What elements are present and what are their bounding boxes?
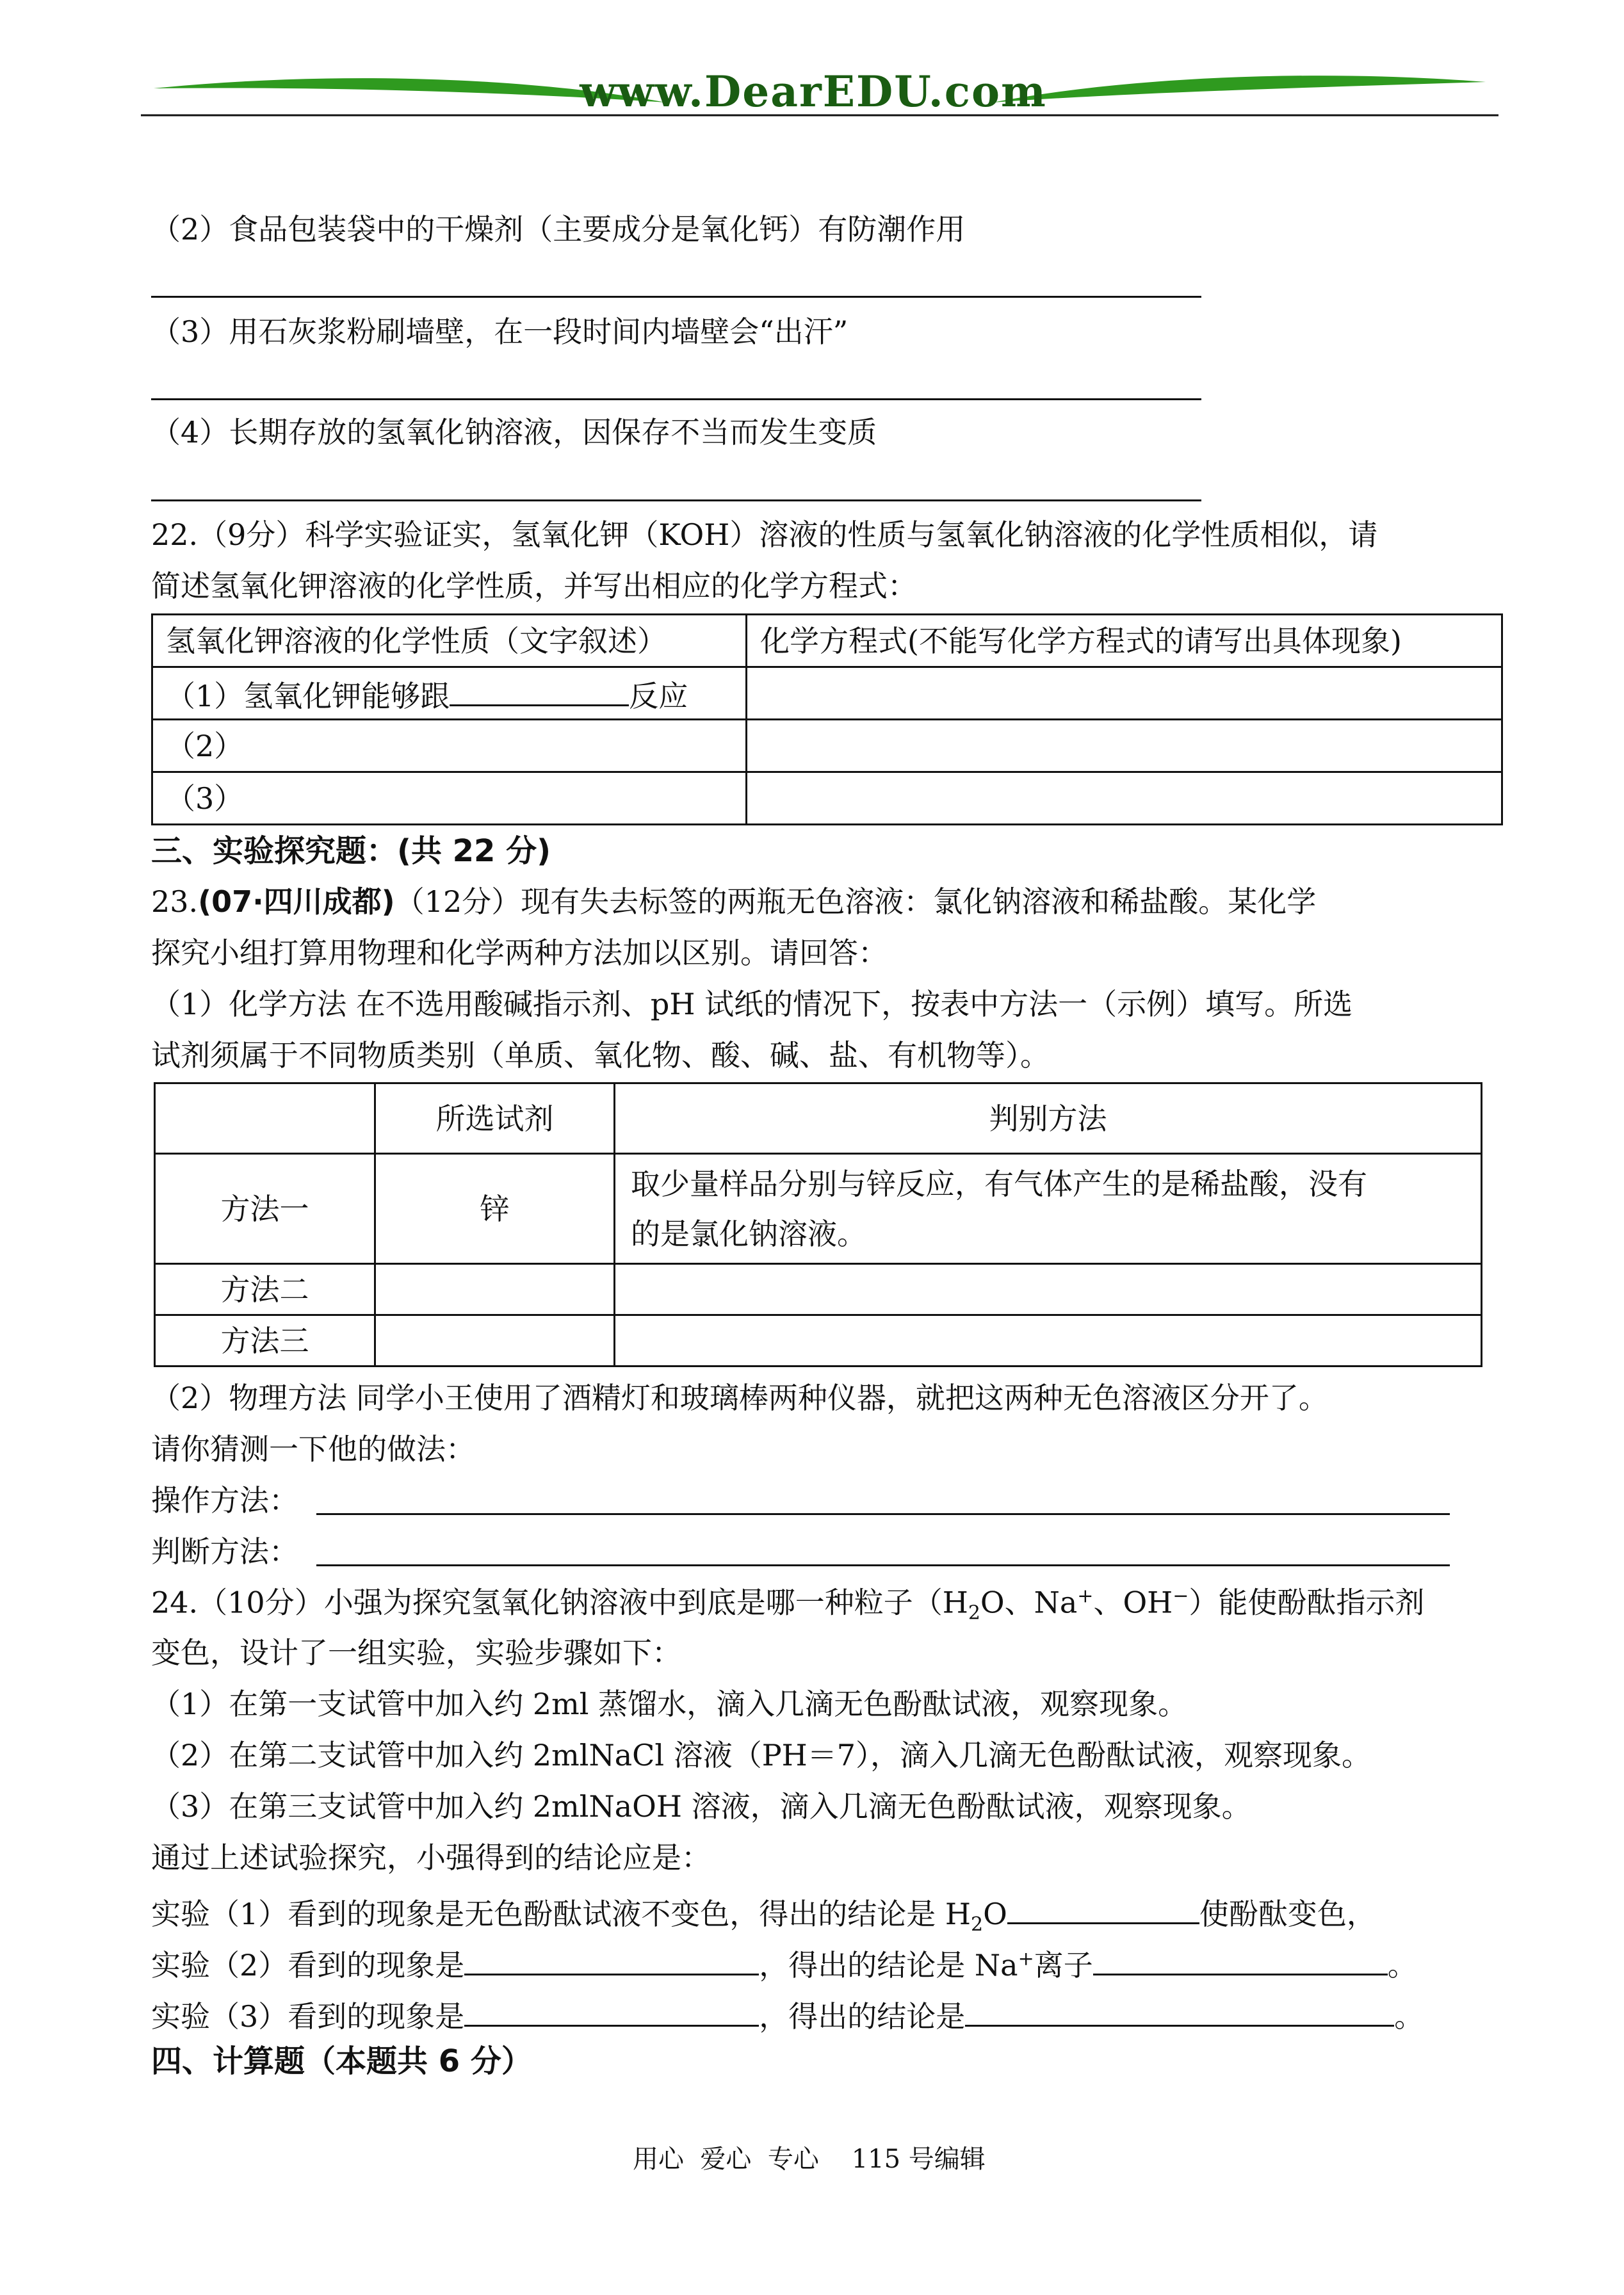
q24-conclusion-intro: 通过上述试验探究，小强得到的结论应是： (151, 1840, 711, 1875)
q24-exp2 (151, 1945, 1417, 1983)
q24-exp2-text: 离子 (1034, 1948, 1093, 1983)
q24-exp3-text: ，得出的结论是 (759, 1999, 966, 2034)
blank-line (464, 1997, 759, 2027)
q24-exp1-text: O (983, 1897, 1007, 1931)
subscript: 2 (968, 1602, 980, 1625)
q23-line1-rest: （12分）现有失去标签的两瓶无色溶液：氯化钠溶液和稀盐酸。某化学 (394, 884, 1317, 919)
q24-line1 (151, 1587, 1424, 1623)
q23-header-method: 判别方法 (615, 1083, 1482, 1154)
answer-line (151, 398, 1201, 400)
q22-row1-property (152, 667, 747, 720)
q24-exp3 (151, 1997, 1424, 2034)
q22-row2-equation (747, 720, 1502, 772)
q23-line3: （1）化学方法 在不选用酸碱指示剂、pH 试纸的情况下，按表中方法一（示例）填写。所选 (151, 987, 1353, 1021)
page-footer: 用心 爱心 专心 115 号编辑 (633, 2145, 986, 2174)
q23-method1-reagent: 锌 (375, 1154, 615, 1264)
answer-line (151, 296, 1201, 298)
section4-title: 四、计算题（本题共 6 分） (151, 2043, 532, 2079)
blank-line (464, 1945, 759, 1975)
section3-title: 三、实验探究题：(共 22 分) (151, 833, 551, 869)
q24-exp2-text: 。 (1387, 1948, 1417, 1983)
q23-line1 (151, 884, 1317, 919)
blank-line (965, 1997, 1394, 2027)
q23-operation-label: 操作方法： (151, 1483, 298, 1518)
q24-exp1-text: 使酚酞变色， (1199, 1897, 1376, 1931)
q22-text-line1: 22.（9分）科学实验证实，氢氧化钾（KOH）溶液的性质与氢氧化钠溶液的化学性质相似，请 (151, 517, 1378, 552)
q23-method3-label: 方法三 (155, 1315, 375, 1366)
blank-line (450, 676, 629, 706)
q23-part2-line1: （2）物理方法 同学小王使用了酒精灯和玻璃棒两种仪器，就把这两种无色溶液区分开了。 (151, 1381, 1328, 1415)
q23-line2: 探究小组打算用物理和化学两种方法加以区别。请回答： (151, 936, 888, 970)
q24-step2: （2）在第二支试管中加入约 2mlNaCl 溶液（PH＝7），滴入几滴无色酚酞试液，观察现象。 (151, 1738, 1372, 1772)
q23-method3-desc (615, 1315, 1482, 1366)
q23-method2-reagent (375, 1264, 615, 1315)
q24-exp1 (151, 1894, 1376, 1934)
q21-part3: （3）用石灰浆粉刷墙壁，在一段时间内墙壁会“出汗” (151, 314, 849, 349)
q24-step3: （3）在第三支试管中加入约 2mlNaOH 溶液，滴入几滴无色酚酞试液，观察现象。 (151, 1789, 1251, 1824)
q23-part2-line2: 请你猜测一下他的做法： (151, 1432, 475, 1466)
q22-row2-property: （2） (152, 720, 747, 772)
subscript: 2 (971, 1913, 984, 1936)
q22-row1-prefix: （1）氢氧化钾能够跟 (166, 678, 450, 713)
q24-line1-text: 24.（10分）小强为探究氢氧化钠溶液中到底是哪一种粒子（H (151, 1585, 968, 1620)
header-banner (141, 64, 1498, 128)
blank-line (1093, 1945, 1388, 1975)
q23-number: 23. (151, 884, 199, 919)
q24-line1-text: O、Na (980, 1585, 1078, 1620)
q23-method1-desc-line1: 取少量样品分别与锌反应，有气体产生的是稀盐酸，没有 (631, 1166, 1367, 1201)
q24-exp1-text: 实验（1）看到的现象是无色酚酞试液不变色，得出的结论是 H (151, 1897, 971, 1931)
q23-method1-desc-line2: 的是氯化钠溶液。 (631, 1216, 866, 1251)
q23-source: (07·四川成都) (198, 884, 395, 919)
answer-line (316, 1564, 1450, 1566)
answer-line (151, 499, 1201, 501)
q22-row1-suffix: 反应 (629, 678, 688, 713)
q22-row3-equation (747, 772, 1502, 825)
q24-exp2-text: ，得出的结论是 Na (759, 1948, 1018, 1983)
q24-line2: 变色，设计了一组实验，实验步骤如下： (151, 1635, 681, 1670)
blank-line (1007, 1894, 1199, 1924)
q23-table (154, 1082, 1482, 1367)
q23-method3-reagent (375, 1315, 615, 1366)
q21-part4: （4）长期存放的氢氧化钠溶液，因保存不当而发生变质 (151, 415, 877, 450)
answer-line (316, 1513, 1450, 1515)
q24-exp2-text: 实验（2）看到的现象是 (151, 1948, 465, 1983)
q24-exp3-text: 。 (1394, 1999, 1424, 2034)
q24-exp3-text: 实验（3）看到的现象是 (151, 1999, 465, 2034)
q22-text-line2: 简述氢氧化钾溶液的化学性质，并写出相应的化学方程式： (151, 569, 917, 603)
q22-table (151, 613, 1503, 825)
q23-method2-desc (615, 1264, 1482, 1315)
q23-method1-label: 方法一 (155, 1154, 375, 1264)
q23-method1-desc (615, 1154, 1482, 1264)
q22-header-property: 氢氧化钾溶液的化学性质（文字叙述） (152, 615, 747, 667)
superscript: − (1173, 1585, 1189, 1607)
q24-line1-text: ）能使酚酞指示剂 (1189, 1585, 1425, 1620)
superscript: + (1018, 1947, 1034, 1970)
q22-row3-property: （3） (152, 772, 747, 825)
q24-step1: （1）在第一支试管中加入约 2ml 蒸馏水，滴入几滴无色酚酞试液，观察现象。 (151, 1687, 1188, 1721)
q23-judge-label: 判断方法： (151, 1534, 298, 1569)
q23-header-empty (155, 1083, 375, 1154)
q23-method2-label: 方法二 (155, 1264, 375, 1315)
q22-row1-equation (747, 667, 1502, 720)
superscript: + (1077, 1585, 1094, 1607)
q22-header-equation: 化学方程式(不能写化学方程式的请写出具体现象) (747, 615, 1502, 667)
q24-line1-text: 、OH (1093, 1585, 1173, 1620)
q23-line4: 试剂须属于不同物质类别（单质、氧化物、酸、碱、盐、有机物等）。 (151, 1038, 1050, 1073)
site-brand: www.DearEDU.com (580, 67, 1047, 117)
q21-part2: （2）食品包装袋中的干燥剂（主要成分是氧化钙）有防潮作用 (151, 212, 966, 247)
q23-header-reagent: 所选试剂 (375, 1083, 615, 1154)
